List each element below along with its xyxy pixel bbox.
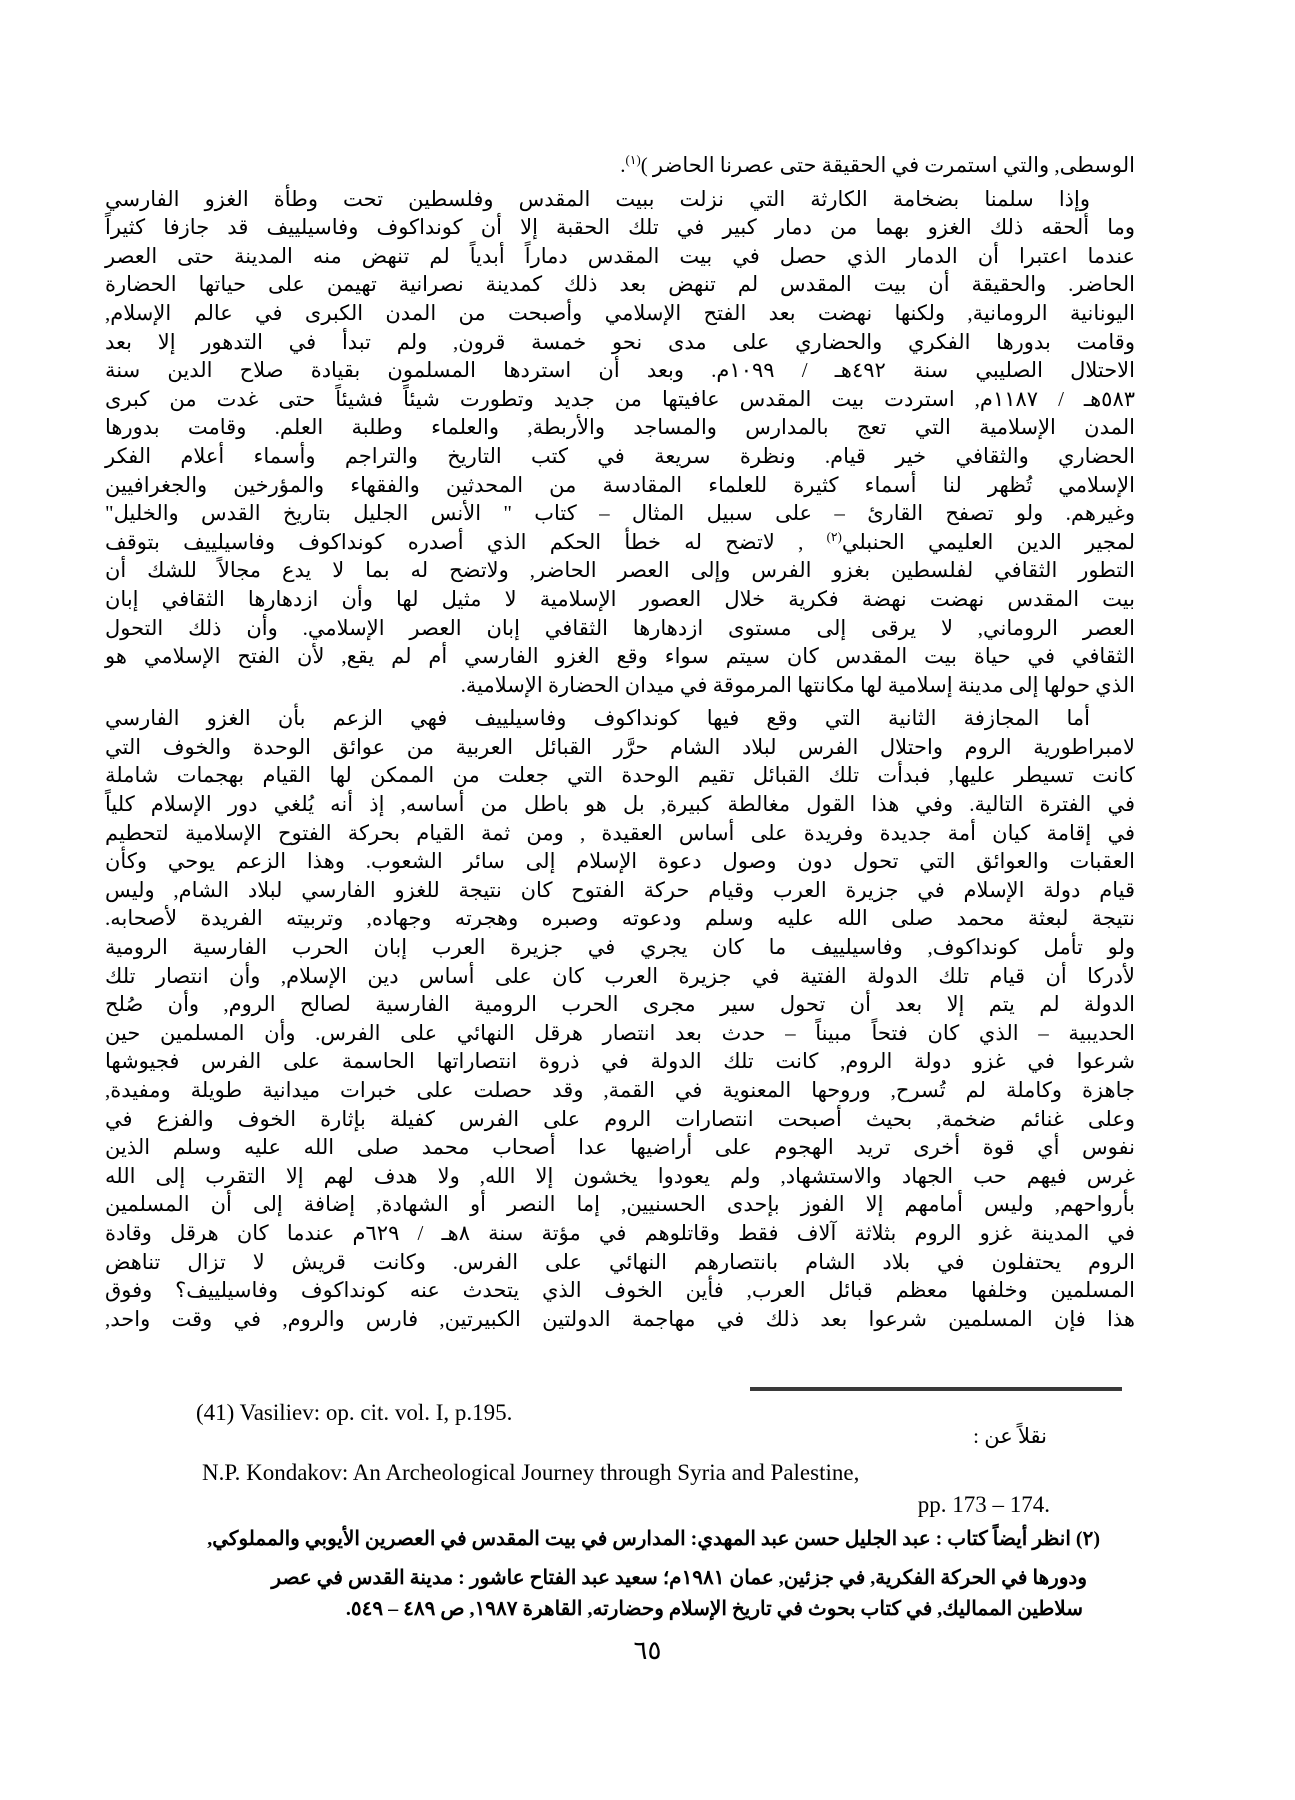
body-line: الدولة لم يتم إلا بعد أن تحول سير مجرى الحرب الرومية الفارسية لصالح الروم, وأن صُلح [105,992,1135,1017]
body-line: جاهزة وكاملة لم تُسرح, وروحها المعنوية في القمة, وقد حصلت على خبرات ميدانية طويلة ومفيدة, [105,1078,1135,1102]
body-line: اليونانية الرومانية, ولكنها نهضت بعد الفتح الإسلامي وأصبحت من المدن الكبرى في عالم الإسلام, [105,300,1135,325]
body-line: الحديبية – الذي كان فتحاً مبيناً – حدث بعد انتصار هرقل النهائي على الفرس. وأن المسلمين حين [105,1020,1135,1045]
body-line: شرعوا في غزو دولة الروم, كانت تلك الدولة في ذروة انتصاراتها الحاسمة على الفرس فجيوشها [105,1049,1135,1074]
body-line: ٥٨٣هـ / ١١٨٧م, استردت بيت المقدس عافيتها من جديد وتطورت شيئاً فشيئاً حتى غدت من كبرى [105,386,1136,411]
body-line: التطور الثقافي لفلسطين بغزو الفرس وإلى العصر الحاضر, ولاتضح له بما لا يدع مجالاً للشك أن [105,558,1135,583]
body-line: ولو تأمل كونداكوف, وفاسيلييف ما كان يجري في جزيرة العرب إبان الحرب الفارسية الرومية [105,935,1135,960]
footnote-2-line-1: (٢) انظر أيضاً كتاب : عبد الجليل حسن عبد المهدي: المدارس في بيت المقدس في العصرين الأيوبي والمملوكي, [207,1528,1100,1550]
body-text-segment: , لاتضح له خطأ الحكم الذي أصدره كونداكوف وفاسيلييف بتوقف [105,529,827,554]
body-line [105,151,1135,180]
body-paragraph [105,151,1135,180]
body-line: كانت تسيطر عليها, فبدأت تلك القبائل تقيم الوحدة التي جعلت من الممكن لها القيام بهجمات شاملة [105,763,1135,788]
body-paragraph [105,185,1135,700]
body-line: غرس فيهم حب الجهاد والاستشهاد, ولم يعودوا يخشون إلا الله, ولا هدف لهم إلا التقرب إلى الله [105,1163,1135,1188]
footnote-marker: (٢) [826,529,842,544]
body-line: قيام دولة الإسلام في جزيرة العرب وقيام حركة الفتوح كان نتيجة للغزو الفارسي لبلاد الشام, وليس [105,877,1135,902]
body-line: وعلى غنائم ضخمة, بحيث أصبحت انتصارات الروم على الفرس كفيلة بإثارة الخوف والفزع في [105,1106,1135,1131]
body-line: نفوس أي قوة أخرى تريد الهجوم على أراضيها عدا أصحاب محمد صلى الله عليه وسلم الذين [105,1135,1135,1160]
body-line: المسلمين وخلفها معظم قبائل العرب, فأين الخوف الذي يتحدث عنه كونداكوف وفاسيلييف؟ وفوق [105,1278,1135,1303]
body-line: في إقامة كيان أمة جديدة وفريدة على أساس العقيدة , ومن ثمة القيام بحركة الفتوح الإسلامية لتحطيم [105,820,1135,845]
body-line: الإسلامي تُظهر لنا أسماء كثيرة للعلماء المقادسة من المحدثين والفقهاء والمؤرخين والجغرافيين [105,472,1135,497]
footnote-2-line-3: سلاطين المماليك, في كتاب بحوث في تاريخ الإسلام وحضارته, القاهرة ١٩٨٧, ص ٤٨٩ – ٥٤٩. [345,1598,1083,1620]
body-line: في الفترة التالية. وفي هذا القول مغالطة كبيرة, بل هو باطل من أساسه, إذ أنه يُلغي دور الإسلام كلياً [105,792,1135,817]
footnote-separator [750,1387,1122,1391]
body-text-segment: الوسطى, والتي استمرت في الحقيقة حتى عصرنا الحاضر ) [640,153,1135,177]
body-line: أما المجازفة الثانية التي وقع فيها كونداكوف وفاسيلييف فهي الزعم بأن الغزو الفارسي [105,706,1090,731]
body-line: وغيرهم. ولو تصفح القارئ – على سبيل المثال – كتاب " الأنس الجليل بتاريخ القدس والخليل" [105,501,1135,526]
footnote-page-range: pp. 173 – 174. [917,1492,1050,1517]
body-line [105,528,1135,557]
body-line: في المدينة غزو الروم بثلاثة آلاف فقط وقاتلوهم في مؤتة سنة ٨هـ / ٦٢٩م عندما كان هرقل وقادة [105,1220,1135,1245]
body-line: بيت المقدس نهضت نهضة فكرية خلال العصور الإسلامية لا مثيل لها وأن ازدهارها الثقافي إبان [105,586,1135,611]
body-line: وما ألحقه ذلك الغزو بهما من دمار كبير في تلك الحقبة إلا أن كونداكوف وفاسيلييف قد جازفا كثيراً [105,215,1135,240]
body-line: الاحتلال الصليبي سنة ٤٩٢هـ / ١٠٩٩م. وبعد أن استردها المسلمون بقيادة صلاح الدين سنة [105,358,1135,383]
body-line: بأرواحهم, وليس أمامهم إلا الفوز بإحدى الحسنيين, إما النصر أو الشهادة, إضافة إلى أن المسلمين [105,1192,1135,1217]
body-text [105,151,1135,1333]
body-line: لأدركا أن قيام تلك الدولة الفتية في جزيرة العرب كان على أساس دين الإسلام, وأن انتصار تلك [105,963,1135,988]
body-line: عندما اعتبرا أن الدمار الذي حصل في بيت المقدس دماراً أبدياً لم تنهض منه المدينة حتى العصر [105,243,1135,268]
footnote-41-vasiliev: (41) Vasiliev: op. cit. vol. I, p.195. [196,1400,513,1425]
body-line: نتيجة لبعثة محمد صلى الله عليه وسلم ودعوته وصبره وهجرته وجهاده, وتربيته الفريدة لأصحابه. [105,906,1135,931]
body-line: الحضاري والثقافي خير قيام. ونظرة سريعة في كتب التاريخ والتراجم وأسماء أعلام الفكر [105,443,1135,468]
footnote-2-line-2: ودورها في الحركة الفكرية, في جزئين, عمان ١٩٨١م؛ سعيد عبد الفتاح عاشور : مدينة القدس في عصر [271,1567,1087,1589]
body-line: الثقافي في حياة بيت المقدس كان سيتم سواء وقع الغزو الفارسي أم لم يقع, لأن الفتح الإسلامي هو [105,644,1136,669]
footnote-marker: (١) [625,153,641,167]
body-line: لامبراطورية الروم واحتلال الفرس لبلاد الشام حرَّر القبائل العربية من عوائق الوحدة والخوف التي [105,734,1135,759]
body-line: العقبات والعوائق التي تحول دون وصول دعوة الإسلام إلى سائر الشعوب. وهذا الزعم يوحي وكأن [105,849,1135,874]
body-line: وقامت بدورها الفكري والحضاري على مدى نحو خمسة قرون, ولم تبدأ في التدهور إلا بعد [105,329,1135,354]
body-line: هذا فإن المسلمين شرعوا بعد ذلك في مهاجمة الدولتين الكبيرتين, فارس والروم, في وقت واحد, [105,1306,1135,1331]
body-line: وإذا سلمنا بضخامة الكارثة التي نزلت ببيت المقدس وفلسطين تحت وطأة الغزو الفارسي [105,186,1090,211]
page-number: ٦٥ [633,1636,662,1665]
body-line: الروم يحتفلون في بلاد الشام بانتصارهم النهائي على الفرس. وكانت قريش لا تزال تناهض [105,1249,1135,1274]
body-text-segment: . [620,153,626,177]
body-paragraph [105,704,1135,1333]
body-text-segment: لمجير الدين العليمي الحنبلي [841,529,1135,554]
footnote-cited-from-label: نقلاً عن : [973,1424,1047,1448]
body-line: الحاضر. والحقيقة أن بيت المقدس لم تنهض بعد ذلك كمدينة نصرانية تهيمن على حياتها الحضارة [105,272,1135,297]
body-line: المدن الإسلامية التي تعج بالمدارس والمساجد والأربطة, والعلماء وطلبة العلم. وقامت بدورها [105,415,1135,440]
body-line: العصر الروماني, لا يرقى إلى مستوى ازدهارها الثقافي إبان العصر الإسلامي. وأن ذلك التحول [105,615,1135,640]
footnote-kondakov-reference: N.P. Kondakov: An Archeological Journey through Syria and Palestine, [202,1460,860,1485]
body-line: الذي حولها إلى مدينة إسلامية لها مكانتها المرموقة في ميدان الحضارة الإسلامية. [460,672,1135,697]
